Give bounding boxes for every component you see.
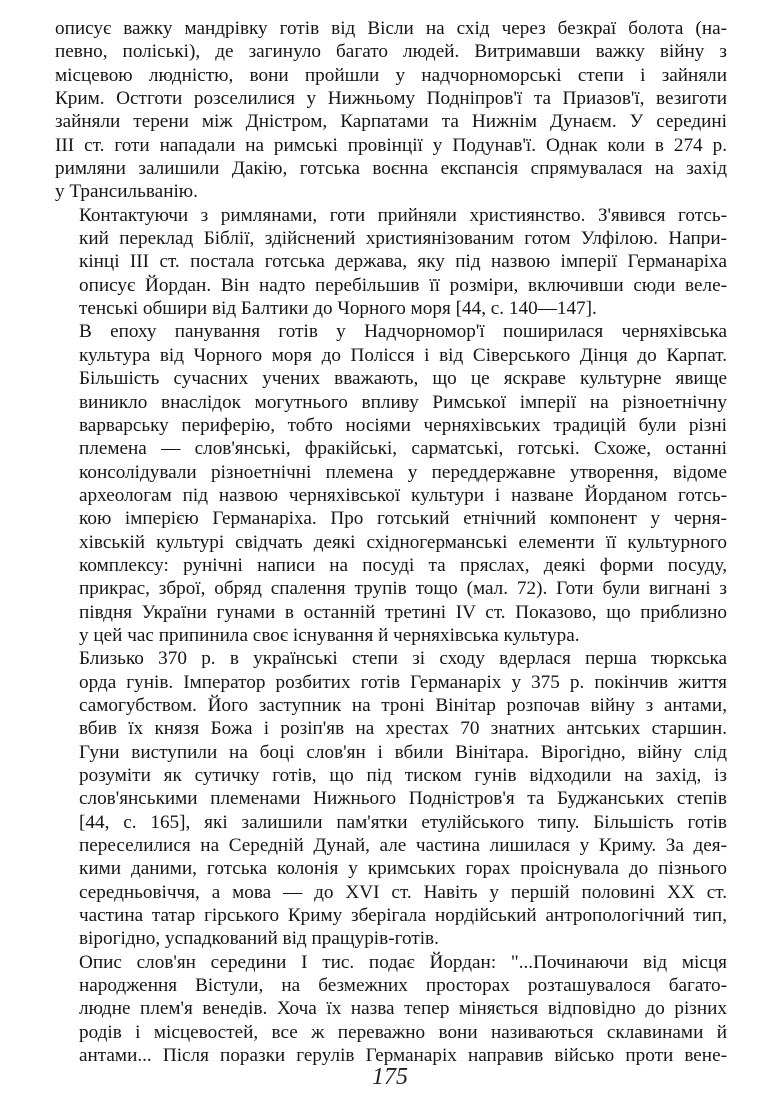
text-line: родів і місцевостей, все ж переважно вони називаються склавинами й — [79, 1021, 727, 1043]
text-line: Опис слов'ян середини I тис. подає Йордан: "...Починаючи від місця — [79, 951, 727, 973]
text-line: культура від Чорного моря до Полісся і від Сіверського Дінця до Карпат. — [79, 344, 727, 366]
text-line: консолідували різноетнічні племена у переддержавне утворення, відоме — [79, 461, 727, 483]
text-line: виникло внаслідок могутнього впливу Римської імперії на різноетнічну — [79, 391, 727, 413]
text-line: хівській культурі свідчать деякі східногерманські елементи її культурного — [79, 531, 727, 553]
text-line: самогубством. Його заступник на троні Вінітар розпочав війну з антами, — [79, 694, 727, 716]
text-line: кий переклад Біблії, здійснений християнізованим готом Улфілою. Напри- — [79, 228, 727, 250]
text-line: описує Йордан. Він надто перебільшив її розміри, включивши сюди веле- — [79, 274, 727, 296]
text-line: антами... Після поразки герулів Германаріх направив військо проти вене- — [79, 1045, 727, 1067]
page-number: 175 — [372, 1064, 408, 1090]
paragraph — [55, 647, 727, 950]
text-line: певно, поліські), де загинуло багато людей. Витримавши важку війну з — [55, 41, 727, 63]
text-line: у Трансильванію. — [55, 181, 198, 203]
text-line: тенські обшири від Балтики до Чорного моря [44, с. 140—147]. — [79, 298, 597, 320]
text-line: варварську периферію, тобто носіями черняхівських традицій були різні — [79, 414, 727, 436]
text-line: Близько 370 р. в українські степи зі сходу вдерлася перша тюркська — [79, 648, 727, 670]
text-line: племена — слов'янські, фракійські, сарматські, готські. Схоже, останні — [79, 438, 727, 460]
text-line: народження Вістули, на безмежних просторах розташувалося багато- — [79, 975, 727, 997]
text-line: півдня України гунами в останній третині IV ст. Показово, що приблизно — [79, 601, 727, 623]
text-line: вбив їх князя Божа і розіп'яв на хрестах 70 знатних антських старшин. — [79, 718, 727, 740]
text-line: слов'янськими племенами Нижнього Подністров'я та Буджанських степів — [79, 788, 727, 810]
text-line: комплексу: рунічні написи на посуді та пряслах, деякі форми посуду, — [79, 554, 727, 576]
page-body — [55, 17, 727, 1067]
text-line: Контактуючи з римлянами, готи прийняли християнство. З'явився готсь- — [79, 204, 727, 226]
text-line: кінці III ст. постала готська держава, яку під назвою імперії Германаріха — [79, 251, 727, 273]
text-line: III ст. готи нападали на римські провінції у Подунав'ї. Однак коли в 274 р. — [55, 134, 727, 156]
text-line: [44, с. 165], які залишили пам'ятки етулійського типу. Більшість готів — [79, 811, 727, 833]
text-line: В епоху панування готів у Надчорномор'ї поширилася черняхівська — [79, 321, 727, 343]
text-line: Більшість сучасних учених вважають, що це яскраве культурне явище — [79, 368, 727, 390]
text-line: зайняли терени між Дністром, Карпатами та Нижнім Дунаєм. У середині — [55, 111, 727, 133]
text-line: людне плем'я венедів. Хоча їх назва тепер міняється відповідно до різних — [79, 998, 727, 1020]
text-line: Крим. Остготи розселилися у Нижньому Подніпров'ї та Приазов'ї, везиготи — [55, 88, 727, 110]
text-line: розуміти як сутичку готів, що під тиском гунів відходили на захід, із — [79, 765, 727, 786]
paragraph — [55, 17, 727, 204]
paragraph — [55, 320, 727, 647]
text-line: орда гунів. Імператор розбитих готів Германаріх у 375 р. покінчив життя — [79, 671, 727, 693]
text-line: частина татар гірського Криму зберігала нордійський антропологічний тип, — [79, 905, 727, 927]
text-line: переселилися на Середній Дунай, але частина лишилася у Криму. За дея- — [79, 835, 727, 857]
text-line: у цей час припинила своє існування й черняхівська культура. — [79, 624, 580, 646]
paragraph — [55, 204, 727, 321]
text-line: кими даними, готська колонія у кримських горах проіснувала до пізнього — [79, 858, 727, 880]
text-line: місцевою людністю, вони пройшли у надчорноморські степи і зайняли — [55, 64, 727, 86]
text-line: Гуни виступили на боці слов'ян і вбили Вінітара. Вірогідно, війну слід — [79, 741, 727, 763]
text-line: кою імперією Германаріха. Про готський етнічний компонент у черня- — [79, 508, 727, 530]
text-line: описує важку мандрівку готів від Вісли на схід через безкраї болота (на- — [55, 18, 727, 39]
text-line: вірогідно, успадкований від пращурів-готів. — [79, 928, 439, 950]
text-line: середньовіччя, а мова — до XVI ст. Навіть у першій половині XX ст. — [79, 881, 727, 903]
text-line: археологам під назвою черняхівської культури і назване Йорданом готсь- — [79, 484, 727, 506]
text-line: прикрас, зброї, обряд спалення трупів тощо (мал. 72). Готи були вигнані з — [79, 578, 727, 600]
text-line: римляни залишили Дакію, готська воєнна експансія спрямувалася на захід — [55, 158, 727, 180]
paragraph — [55, 951, 727, 1068]
